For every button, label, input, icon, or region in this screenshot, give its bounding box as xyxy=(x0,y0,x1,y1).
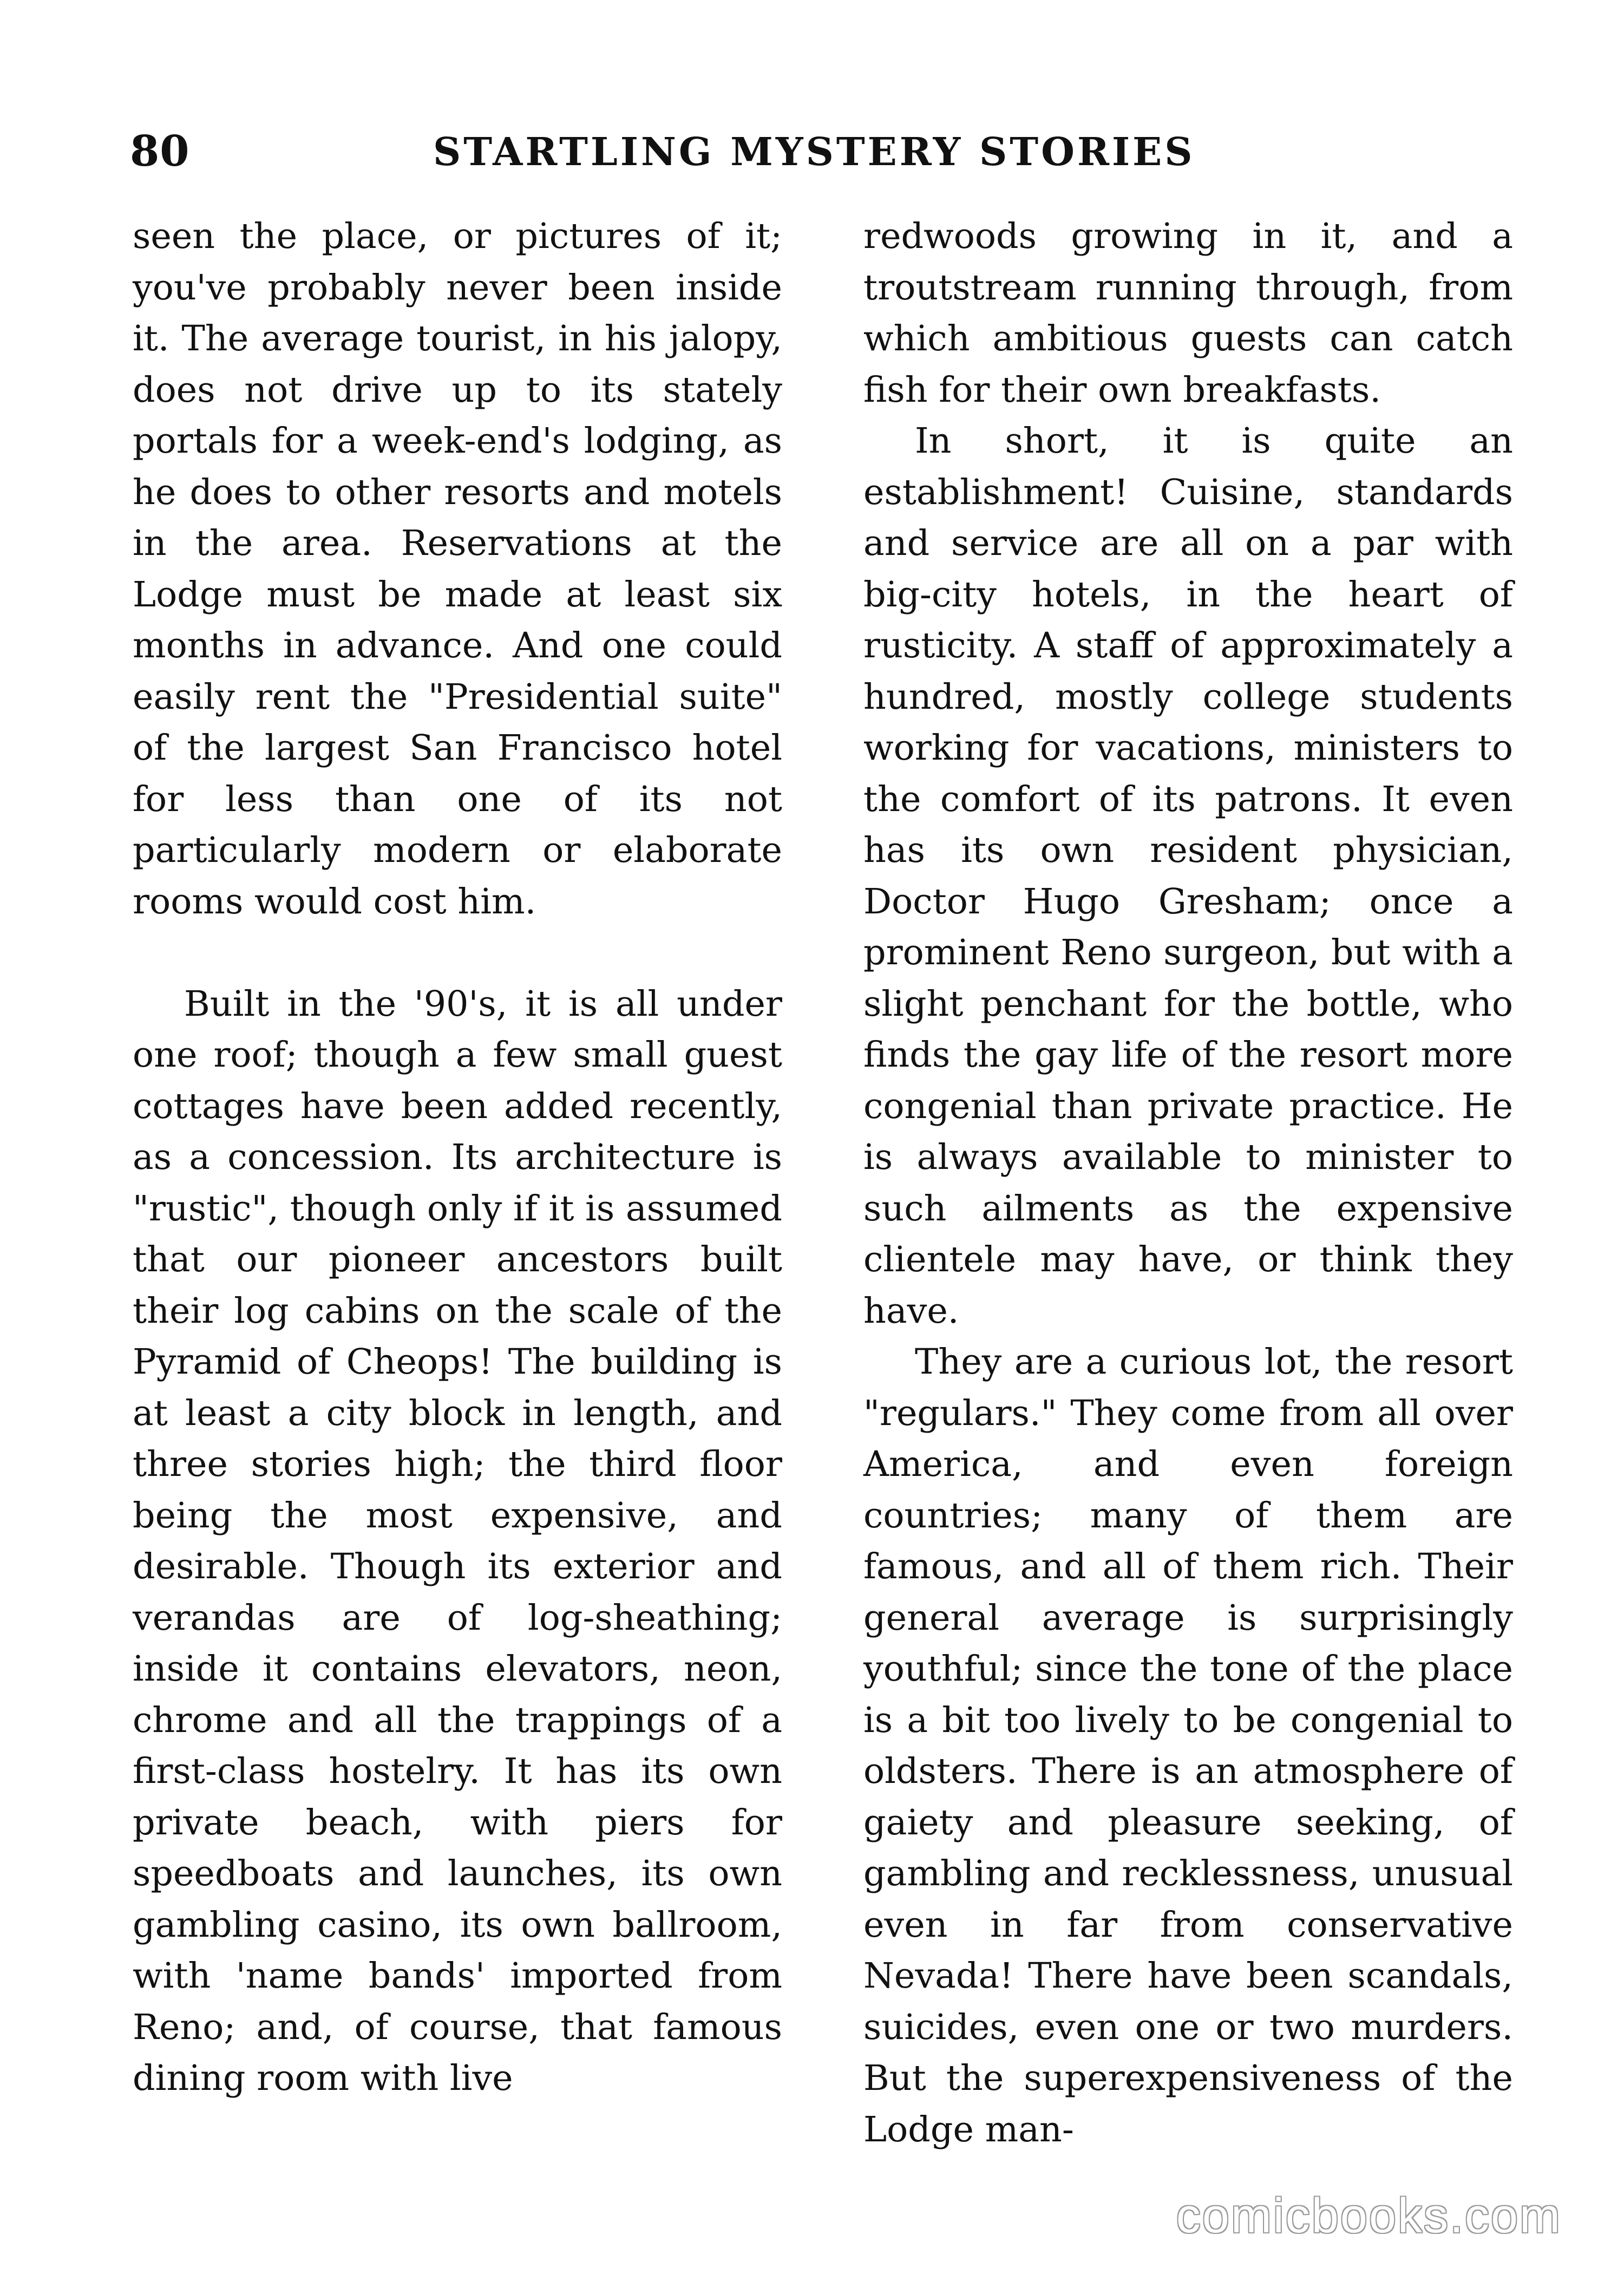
paragraph: In short, it is quite an establishment! Cuisine, standards and service are all on a par with big-city hotels, in the heart of rusticity. A staff of approximately a hundred, mostly college students working for vacations, ministers to the comfort of its patrons. It even has its own resident physician, Doctor Hugo Gresham; once a prominent Reno surgeon, but with a slight penchant for the bottle, who finds the gay life of the resort more congenial than private practice. He is always available to minister to such ailments as the expensive clientele may have, or think they have. xyxy=(863,421,1513,1331)
page-number: 80 xyxy=(130,127,190,176)
paragraph: They are a curious lot, the resort "regulars." They come from all over America, and even foreign countries; many of them are famous, and all of them rich. Their general average is surprisingly youthful; since the tone of the place is a bit too lively to be congenial to oldsters. There is an atmosphere of gaiety and pleasure seeking, of gambling and recklessness, unusual even in far from conservative Nevada! There have been scandals, suicides, even one or two murders. But the superexpensiveness of the Lodge man- xyxy=(863,1342,1513,2150)
page-header xyxy=(130,122,1527,181)
paragraph: redwoods growing in it, and a troutstream running through, from which ambitious guests can catch fish for their own breakfasts. xyxy=(863,216,1513,410)
paragraph: Built in the '90's, it is all under one roof; though a few small guest cottages have been added recently, as a concession. Its architecture is "rustic", though only if it is assumed that our pioneer ancestors built their log cabins on the scale of the Pyramid of Cheops! The building is at least a city block in length, and three stories high; the third floor being the most expensive, and desirable. Though its exterior and verandas are of log-sheathing; inside it contains elevators, neon, chrome and all the trappings of a first-class hostelry. It has its own private beach, with piers for speedboats and launches, its own gambling casino, its own ballroom, with 'name bands' imported from Reno; and, of course, that famous dining room with live xyxy=(133,983,782,2099)
paragraph: seen the place, or pictures of it; you've probably never been inside it. The average tourist, in his jalopy, does not drive up to its stately portals for a week-end's lodging, as he does to other resorts and motels in the area. Reservations at the Lodge must be made at least six months in advance. And one could easily rent the "Presidential suite" of the largest San Francisco hotel for less than one of its not particularly modern or elaborate rooms would cost him. xyxy=(133,216,782,922)
left-column xyxy=(133,211,782,2105)
running-title: STARTLING MYSTERY STORIES xyxy=(433,129,1195,174)
right-column xyxy=(863,211,1513,2155)
watermark: comicbooks.com xyxy=(1176,2189,1562,2243)
